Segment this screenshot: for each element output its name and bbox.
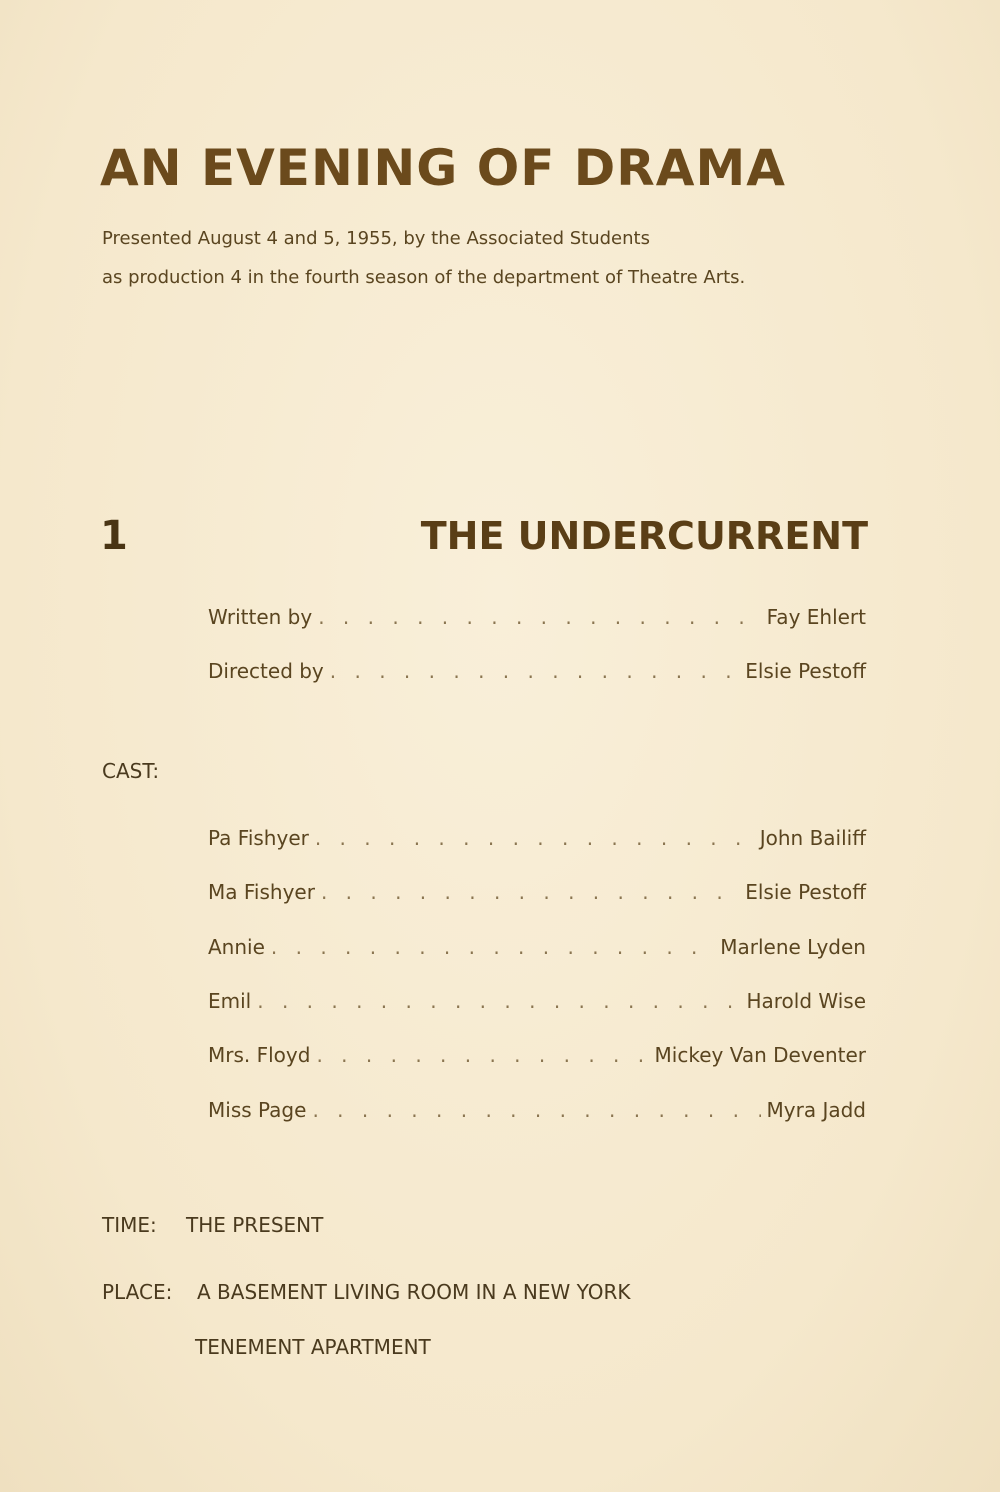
cast-entry [208,878,866,906]
cast-label: CAST: [102,759,160,783]
credit-role: Written by [208,605,313,629]
cast-entry [208,1096,866,1124]
cast-actor: Elsie Pestoff [745,880,866,904]
play-number: 1 [100,513,128,559]
credit-written-by [208,603,866,631]
cast-actor: John Bailiff [759,826,866,850]
cast-actor: Marlene Lyden [720,935,866,959]
cast-entry [208,933,866,961]
dot-leader [257,987,740,1015]
place-value-line1: A BASEMENT LIVING ROOM IN A NEW YORK [197,1280,631,1304]
credit-role: Directed by [208,659,324,683]
cast-role: Annie [208,935,265,959]
dot-leader [312,1096,760,1124]
cast-actor: Myra Jadd [766,1098,866,1122]
cast-role: Ma Fishyer [208,880,315,904]
dot-leader [316,1041,648,1069]
credit-directed-by [208,657,866,685]
cast-entry [208,987,866,1015]
dot-leader [321,878,739,906]
cast-actor: Harold Wise [746,989,866,1013]
dot-leader [271,933,714,961]
cast-role: Emil [208,989,252,1013]
dot-leader [315,824,754,852]
time-value: THE PRESENT [186,1213,324,1237]
program-subtitle-line1: Presented August 4 and 5, 1955, by the Associated Students [102,228,650,249]
program-subtitle-line2: as production 4 in the fourth season of the department of Theatre Arts. [102,267,746,288]
credit-name: Fay Ehlert [766,605,866,629]
cast-entry [208,824,866,852]
dot-leader [330,657,739,685]
place-label: PLACE: [102,1280,173,1304]
place-value-line2: TENEMENT APARTMENT [195,1335,431,1359]
cast-entry [208,1041,866,1069]
play-title: THE UNDERCURRENT [420,514,868,558]
cast-role: Mrs. Floyd [208,1043,311,1067]
cast-actor: Mickey Van Deventer [654,1043,866,1067]
credit-name: Elsie Pestoff [745,659,866,683]
cast-role: Miss Page [208,1098,307,1122]
program-title: AN EVENING OF DRAMA [100,139,786,197]
time-label: TIME: [102,1213,157,1237]
dot-leader [318,603,760,631]
cast-role: Pa Fishyer [208,826,309,850]
